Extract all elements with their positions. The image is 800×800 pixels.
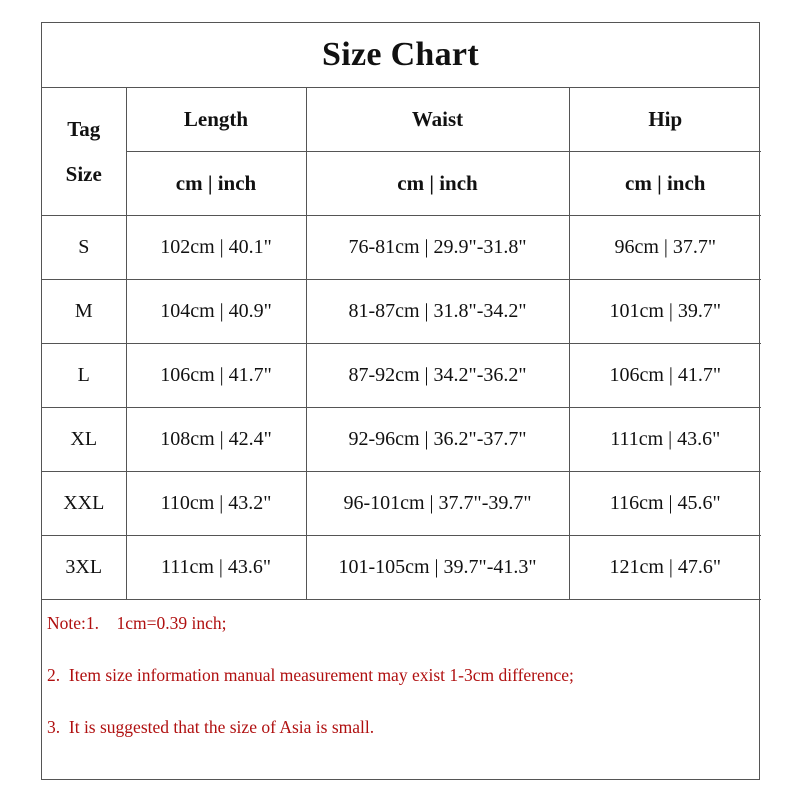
hip-cell: 111cm | 43.6" <box>569 408 761 472</box>
length-cell: 106cm | 41.7" <box>126 344 306 408</box>
waist-cell: 81-87cm | 31.8"-34.2" <box>306 280 569 344</box>
hip-units: cm | inch <box>569 152 761 216</box>
tag-label: Tag <box>67 116 101 141</box>
tag-size-header <box>42 88 126 216</box>
hip-cell: 121cm | 47.6" <box>569 536 761 600</box>
size-cell: 3XL <box>42 536 126 600</box>
size-cell: XXL <box>42 472 126 536</box>
size-cell: XL <box>42 408 126 472</box>
table-row <box>42 344 761 408</box>
hip-cell: 106cm | 41.7" <box>569 344 761 408</box>
note-line: 3. It is suggested that the size of Asia is small. <box>47 717 375 737</box>
waist-cell: 76-81cm | 29.9"-31.8" <box>306 216 569 280</box>
hip-cell: 116cm | 45.6" <box>569 472 761 536</box>
table-row <box>42 216 761 280</box>
size-cell: S <box>42 216 126 280</box>
waist-cell: 92-96cm | 36.2"-37.7" <box>306 408 569 472</box>
note-line: 2. Item size information manual measurement may exist 1-3cm difference; <box>47 665 574 685</box>
length-cell: 108cm | 42.4" <box>126 408 306 472</box>
notes-section <box>42 600 759 769</box>
waist-header: Waist <box>306 88 569 152</box>
length-cell: 110cm | 43.2" <box>126 472 306 536</box>
waist-units: cm | inch <box>306 152 569 216</box>
table-row <box>42 536 761 600</box>
table-row <box>42 408 761 472</box>
hip-cell: 101cm | 39.7" <box>569 280 761 344</box>
note-line: Note:1. 1cm=0.39 inch; <box>47 613 227 633</box>
length-header: Length <box>126 88 306 152</box>
table-row <box>42 280 761 344</box>
waist-cell: 87-92cm | 34.2"-36.2" <box>306 344 569 408</box>
size-chart <box>41 22 760 780</box>
waist-cell: 96-101cm | 37.7"-39.7" <box>306 472 569 536</box>
hip-header: Hip <box>569 88 761 152</box>
header-row <box>42 88 761 152</box>
waist-cell: 101-105cm | 39.7"-41.3" <box>306 536 569 600</box>
size-table <box>42 88 761 600</box>
length-cell: 111cm | 43.6" <box>126 536 306 600</box>
table-row <box>42 472 761 536</box>
length-units: cm | inch <box>126 152 306 216</box>
length-cell: 102cm | 40.1" <box>126 216 306 280</box>
size-cell: M <box>42 280 126 344</box>
length-cell: 104cm | 40.9" <box>126 280 306 344</box>
units-row <box>42 152 761 216</box>
chart-title: Size Chart <box>42 23 759 88</box>
size-label: Size <box>65 161 102 186</box>
hip-cell: 96cm | 37.7" <box>569 216 761 280</box>
size-cell: L <box>42 344 126 408</box>
